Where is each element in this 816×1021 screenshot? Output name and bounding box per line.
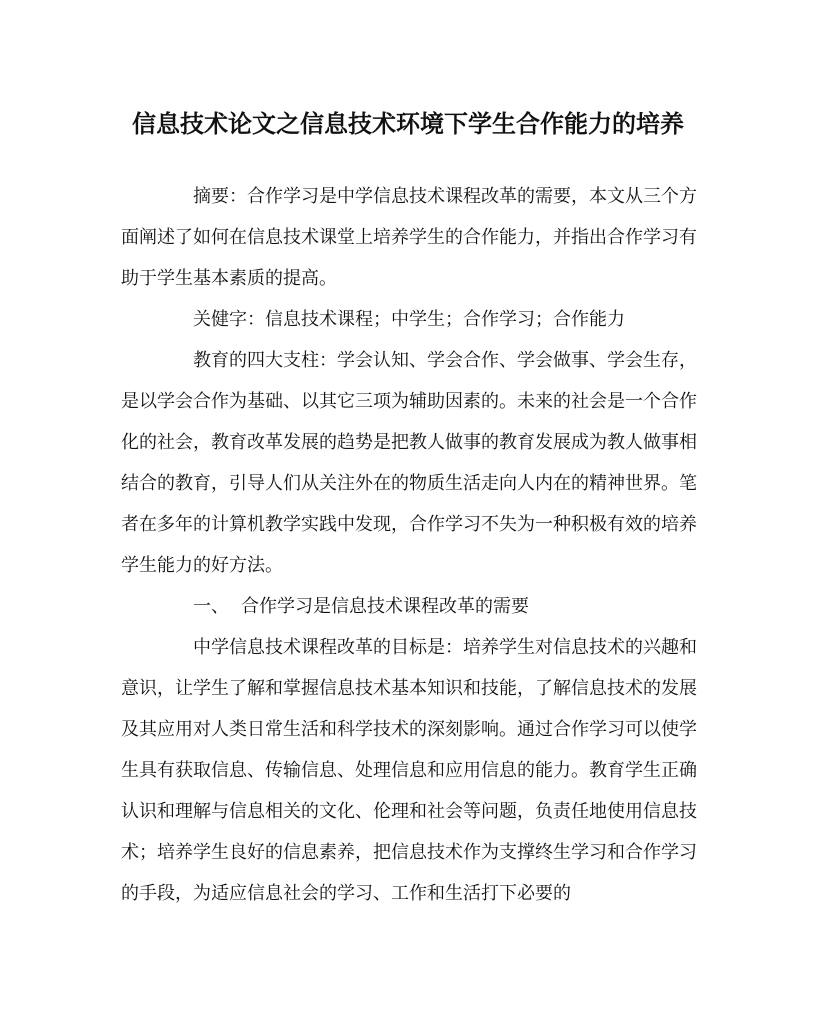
section-title: 合作学习是信息技术课程改革的需要 xyxy=(241,596,529,617)
keywords-paragraph: 关健字：信息技术课程；中学生；合作学习；合作能力 xyxy=(193,309,625,330)
document-body xyxy=(121,176,697,914)
body-paragraph-2: 中学信息技术课程改革的目标是：培养学生对信息技术的兴趣和意识，让学生了解和掌握信息技术基本知识和技能，了解信息技术的发展及其应用对人类日常生活和科学技术的深刻影响。通过合作学习可以使学生具有获取信息、传输信息、处理信息和应用信息的能力。教育学生正确认识和理解与信息相关的文化、伦理和社会等问题，负责任地使用信息技术；培养学生良好的信息素养，把信息技术作为支撑终生学习和合作学习的手段，为适应信息社会的学习、工作和生活打下必要的 xyxy=(121,637,697,904)
body-paragraph-1: 教育的四大支柱：学会认知、学会合作、学会做事、学会生存，是以学会合作为基础、以其它三项为辅助因素的。未来的社会是一个合作化的社会，教育改革发展的趋势是把教人做事的教育发展成为教人做事相结合的教育，引导人们从关注外在的物质生活走向人内在的精神世界。笔者在多年的计算机教学实践中发现，合作学习不失为一种积极有效的培养学生能力的好方法。 xyxy=(121,350,697,576)
section-number: 一、 xyxy=(193,596,229,617)
section-heading-1 xyxy=(121,586,697,627)
abstract-paragraph: 摘要：合作学习是中学信息技术课程改革的需要，本文从三个方面阐述了如何在信息技术课堂上培养学生的合作能力，并指出合作学习有助于学生基本素质的提高。 xyxy=(121,186,697,289)
document-title: 信息技术论文之信息技术环境下学生合作能力的培养 xyxy=(132,109,684,138)
